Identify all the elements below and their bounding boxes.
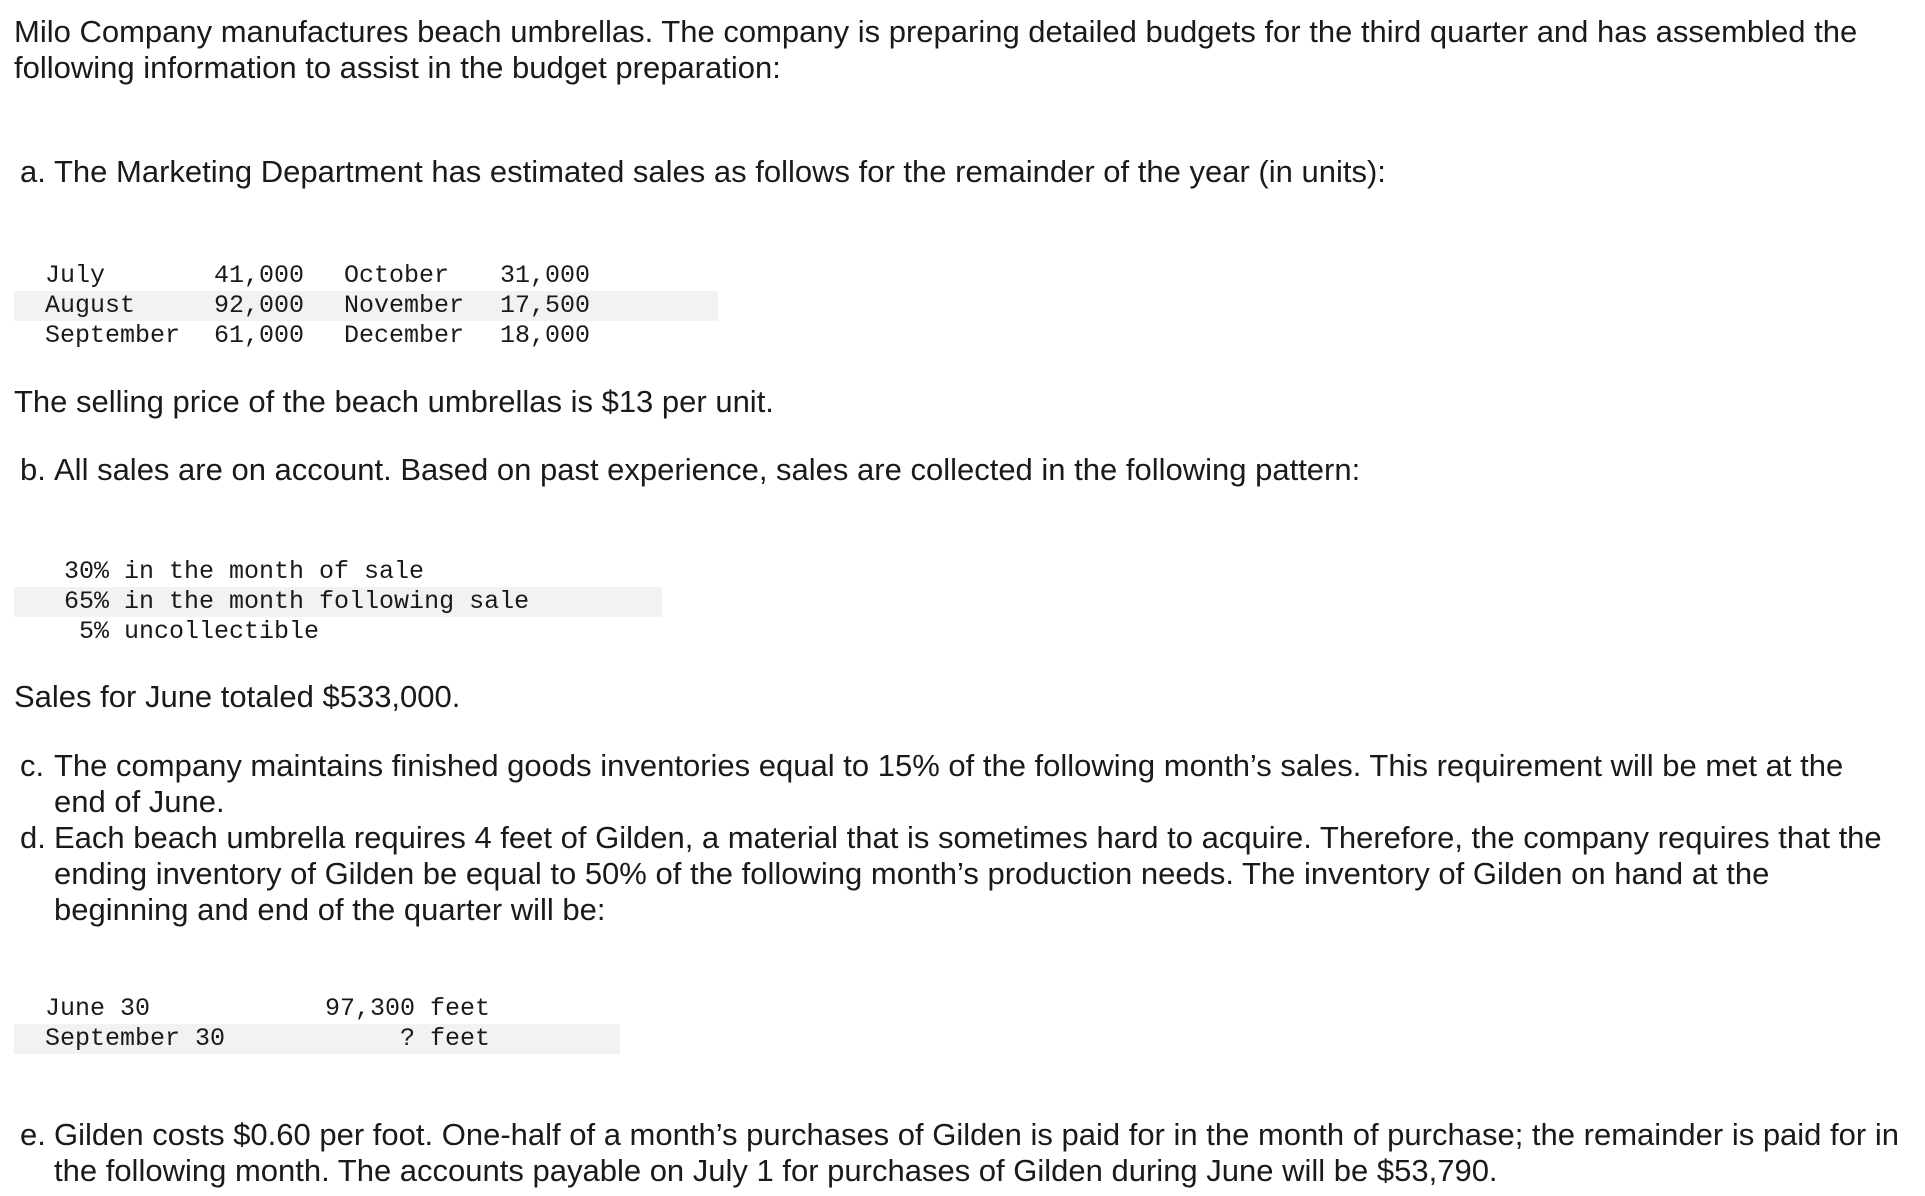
gilden-table	[14, 994, 490, 1054]
gilden-date: June 30	[45, 994, 151, 1023]
sales-units: 17,500	[499, 291, 590, 320]
item-c-label: c.	[20, 748, 45, 783]
collection-table-row	[64, 617, 529, 647]
intro-paragraph: Milo Company manufactures beach umbrellas. The company is preparing detailed budgets for the third quarter and has assembled the following information to assist in the budget preparation:	[14, 14, 1858, 85]
gilden-table-row	[45, 994, 490, 1024]
sales-units: 18,000	[499, 321, 590, 350]
collection-pct: 30%	[64, 557, 110, 586]
gilden-amount: ?	[400, 1024, 416, 1053]
item-c	[20, 748, 1900, 820]
item-e	[20, 1117, 1900, 1189]
collection-desc: in the month following sale	[124, 587, 530, 616]
item-d	[20, 820, 1900, 928]
sales-table-row	[45, 261, 590, 291]
sales-month: December	[344, 321, 465, 350]
sales-units: 92,000	[213, 291, 304, 320]
gilden-unit: feet	[430, 994, 491, 1023]
sales-table-row	[45, 321, 590, 351]
price-text: The selling price of the beach umbrellas is $13 per unit.	[14, 384, 774, 419]
gilden-amount: 97,300	[325, 994, 416, 1023]
sales-units: 61,000	[213, 321, 304, 350]
item-a-text: The Marketing Department has estimated sales as follows for the remainder of the year (in units):	[54, 154, 1386, 189]
sales-month: September	[45, 321, 181, 350]
sales-month: November	[344, 291, 465, 320]
item-d-text: Each beach umbrella requires 4 feet of Gilden, a material that is sometimes hard to acquire. Therefore, the company requires that the ending inventory of Gilden be equal to 50% of the following month’s production needs. The inventory of Gilden on hand at the beginning and end of the quarter will be:	[54, 820, 1882, 927]
gilden-unit: feet	[430, 1024, 491, 1053]
collection-pct: 65%	[64, 587, 110, 616]
collection-table-row	[64, 587, 529, 617]
collection-table	[14, 557, 529, 647]
sales-units: 31,000	[499, 261, 590, 290]
item-b-text: All sales are on account. Based on past experience, sales are collected in the following pattern:	[54, 452, 1361, 487]
collection-pct: 5%	[79, 617, 110, 646]
sales-month: October	[344, 261, 450, 290]
item-e-label: e.	[20, 1117, 46, 1152]
collection-table-row	[64, 557, 529, 587]
sales-month: August	[45, 291, 136, 320]
item-a	[20, 154, 1900, 190]
item-d-label: d.	[20, 820, 46, 855]
item-b	[20, 452, 1900, 488]
item-b-label: b.	[20, 452, 46, 487]
sales-month: July	[45, 261, 106, 290]
item-e-text: Gilden costs $0.60 per foot. One-half of a month’s purchases of Gilden is paid for in the month of purchase; the remainder is paid for in the following month. The accounts payable on July 1 for purchases of Gilden during June will be $53,790.	[54, 1117, 1899, 1188]
item-a-label: a.	[20, 154, 46, 189]
gilden-date: September 30	[45, 1024, 226, 1053]
collection-desc: in the month of sale	[124, 557, 425, 586]
sales-units: 41,000	[213, 261, 304, 290]
sales-table-row	[45, 291, 590, 321]
item-c-text: The company maintains finished goods inventories equal to 15% of the following month’s sales. This requirement will be met at the end of June.	[54, 748, 1844, 819]
sales-table	[14, 261, 590, 351]
collection-desc: uncollectible	[124, 617, 320, 646]
june-sales-text: Sales for June totaled $533,000.	[14, 679, 461, 714]
gilden-table-row	[45, 1024, 490, 1054]
